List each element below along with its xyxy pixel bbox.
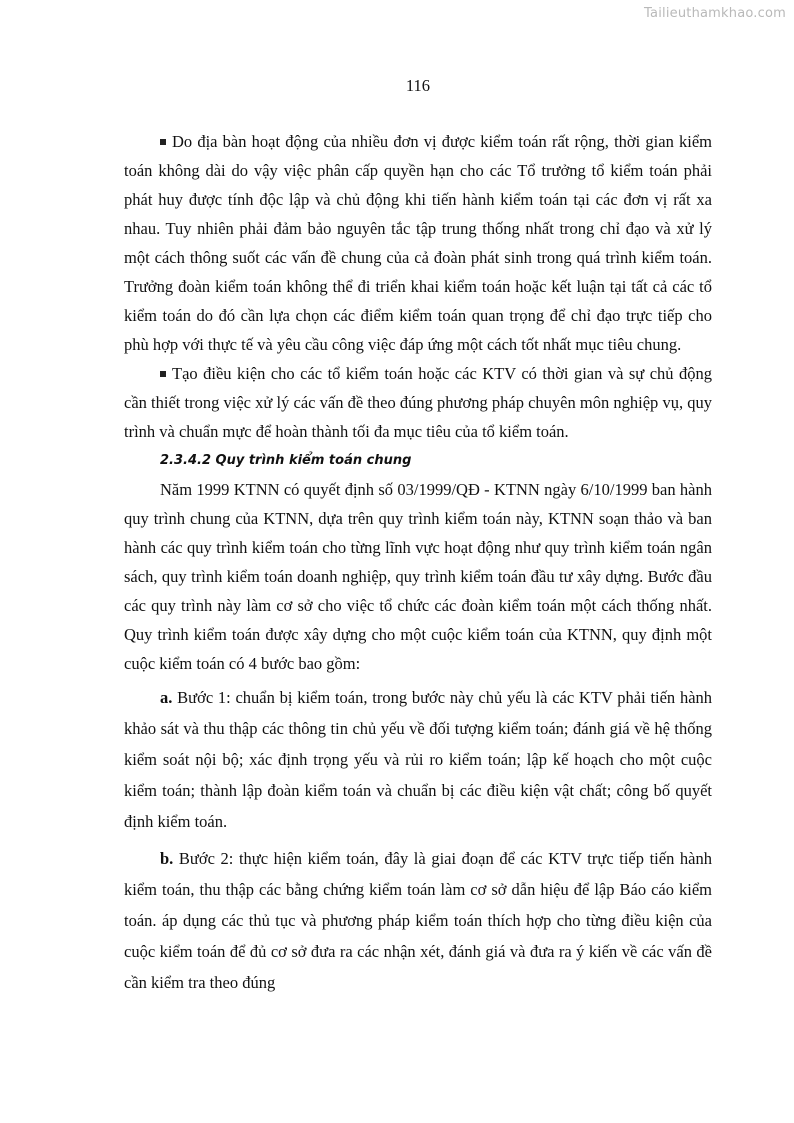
step-b-text: Bước 2: thực hiện kiểm toán, đây là giai đoạn để các KTV trực tiếp tiến hành kiểm toán, thu thập các bằng chứng kiểm toán làm cơ sở dẫn hiệu để lập Báo cáo kiểm toán. áp dụng các thủ tục và phương pháp kiểm toán thích hợp cho từng điều kiện của cuộc kiểm toán để đủ cơ sở đưa ra các nhận xét, đánh giá và đưa ra ý kiến về các vấn đề cần kiểm tra theo đúng bbox=[124, 849, 712, 992]
step-a-paragraph bbox=[124, 682, 712, 837]
step-a-text: Bước 1: chuẩn bị kiểm toán, trong bước này chủ yếu là các KTV phải tiến hành khảo sát và thu thập các thông tin chủ yếu về đối tượng kiểm toán; đánh giá về hệ thống kiểm soát nội bộ; xác định trọng yếu và rủi ro kiểm toán; lập kế hoạch cho một cuộc kiểm toán; thành lập đoàn kiểm toán và chuẩn bị các điều kiện vật chất; công bố quyết định kiểm toán. bbox=[124, 688, 713, 831]
watermark: Tailieuthamkhao.com bbox=[644, 6, 786, 21]
bullet-paragraph-2-text: Tạo điều kiện cho các tổ kiểm toán hoặc các KTV có thời gian và sự chủ động cần thiết trong việc xử lý các vấn đề theo đúng phương pháp chuyên môn nghiệp vụ, quy trình và chuẩn mực để hoàn thành tối đa mục tiêu của tổ kiểm toán. bbox=[124, 364, 712, 441]
step-b-paragraph bbox=[124, 843, 712, 998]
section-heading: 2.3.4.2 Quy trình kiểm toán chung bbox=[160, 453, 412, 468]
intro-paragraph: Năm 1999 KTNN có quyết định số 03/1999/QĐ - KTNN ngày 6/10/1999 ban hành quy trình chung của KTNN, dựa trên quy trình kiểm toán này, KTNN soạn thảo và ban hành các quy trình kiểm toán cho từng lĩnh vực hoạt động như quy trình kiểm toán ngân sách, quy trình kiểm toán doanh nghiệp, quy trình kiểm toán đầu tư xây dựng. Bước đầu các quy trình này làm cơ sở cho việc tổ chức các đoàn kiểm toán một cách thống nhất. Quy trình kiểm toán được xây dựng cho một cuộc kiểm toán của KTNN, quy định một cuộc kiểm toán có 4 bước bao gồm: bbox=[124, 480, 712, 673]
bullet-paragraph-2 bbox=[124, 359, 712, 446]
bullet-paragraph-1-text: Do địa bàn hoạt động của nhiều đơn vị được kiểm toán rất rộng, thời gian kiểm toán không dài do vậy việc phân cấp quyền hạn cho các Tổ trưởng tổ kiểm toán phải phát huy được tính độc lập và chủ động khi tiến hành kiểm toán tại các đơn vị rất xa nhau. Tuy nhiên phải đảm bảo nguyên tắc tập trung thống nhất trong chỉ đạo và xử lý một cách thông suốt các vấn đề chung của cả đoàn phát sinh trong quá trình kiểm toán. Trưởng đoàn kiểm toán không thể đi triển khai kiểm toán hoặc kết luận tại tất cả các tổ kiểm toán do đó cần lựa chọn các điểm kiểm toán quan trọng để chỉ đạo trực tiếp cho phù hợp với thực tế và yêu cầu công việc đáp ứng một cách tốt nhất mục tiêu chung. bbox=[124, 132, 712, 354]
bullet-paragraph-1 bbox=[124, 127, 712, 359]
page-number: 116 bbox=[405, 76, 431, 95]
square-bullet-icon bbox=[160, 371, 166, 377]
square-bullet-icon bbox=[160, 139, 166, 145]
document-body bbox=[124, 127, 712, 998]
step-a-label: a. bbox=[160, 688, 173, 707]
step-b-label: b. bbox=[160, 849, 174, 868]
